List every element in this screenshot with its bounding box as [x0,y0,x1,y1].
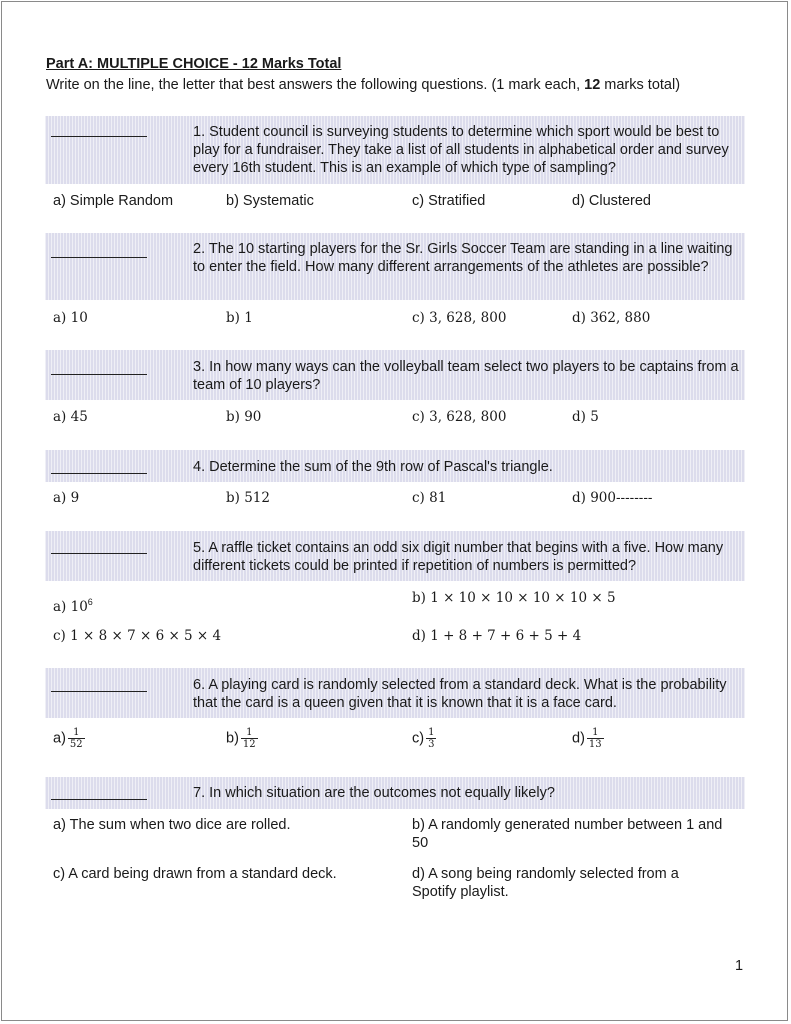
answer-line[interactable] [51,257,147,258]
q1-option-d: d) Clustered [572,193,651,209]
question-2-box [45,233,745,300]
q7-option-d: d) A song being randomly selected from a Spotify playlist. [412,866,679,900]
question-7-box [45,777,745,809]
q4-option-b: b) 512 [226,490,270,506]
answer-line[interactable] [51,799,147,800]
q6-option-b: b) $\frac{1}{12}$ [226,727,256,750]
q1-option-b: b) Systematic [226,193,314,209]
question-3-text: 3. In how many ways can the volleyball team select two players to be captains from a team of 10 players? [193,359,739,393]
answer-line[interactable] [51,691,147,692]
q2-option-a: a) 10 [53,310,88,326]
question-7-text: 7. In which situation are the outcomes not equally likely? [193,785,555,801]
q2-option-b: b) 1 [226,310,253,326]
question-6-box [45,668,745,718]
q7-option-b: b) A randomly generated number between 1 and 50 [412,817,723,851]
question-5-box [45,531,745,581]
q5-option-a: a) $10^6$ [53,597,93,615]
q6-option-d: d) $\frac{1}{13}$ [572,727,602,750]
question-1-text: 1. Student council is surveying students to determine which sport would be best to play for a fundraiser. They take a list of all students in alphabetical order and survey every 16th student. This is an example of which type of sampling? [193,124,729,176]
q4-option-d: d) 900-------- [572,490,653,506]
q7-option-a: a) The sum when two dice are rolled. [53,817,291,833]
q2-option-d: d) 362, 880 [572,310,651,326]
answer-line[interactable] [51,553,147,554]
answer-line[interactable] [51,374,147,375]
question-6-text: 6. A playing card is randomly selected from a standard deck. What is the probability that the card is a queen given that it is known that it is a face card. [193,677,727,711]
q6-option-a: a) $\frac{1}{52}$ [53,727,83,750]
question-3-box [45,350,745,400]
question-4-box [45,450,745,482]
q5-option-d: d) 1 + 8 + 7 + 6 + 5 + 4 [412,628,582,644]
section-title: Part A: MULTIPLE CHOICE - 12 Marks Total [46,56,342,72]
q3-option-b: b) 90 [226,409,262,425]
question-2-text: 2. The 10 starting players for the Sr. Girls Soccer Team are standing in a line waiting to enter the field. How many different arrangements of the athletes are possible? [193,241,733,275]
question-4-text: 4. Determine the sum of the 9th row of Pascal's triangle. [193,459,553,475]
q4-option-a: a) 9 [53,490,80,506]
q3-option-a: a) 45 [53,409,88,425]
q5-option-c: c) 1 × 8 × 7 × 6 × 5 × 4 [53,628,222,644]
q6-option-c: c) $\frac{1}{3}$ [412,727,435,750]
page-number: 1 [735,958,744,974]
q3-option-d: d) 5 [572,409,599,425]
answer-line[interactable] [51,136,147,137]
answer-line[interactable] [51,473,147,474]
q7-option-c: c) A card being drawn from a standard deck. [53,866,337,882]
q3-option-c: c) 3, 628, 800 [412,409,507,425]
q4-option-c: c) 81 [412,490,447,506]
instructions: Write on the line, the letter that best answers the following questions. (1 mark each, 12 marks total) [46,77,681,93]
question-1-box [45,116,745,184]
q2-option-c: c) 3, 628, 800 [412,310,507,326]
q1-option-a: a) Simple Random [53,193,174,209]
q5-option-b: b) 1 × 10 × 10 × 10 × 10 × 5 [412,590,616,606]
q1-option-c: c) Stratified [412,193,486,209]
question-5-text: 5. A raffle ticket contains an odd six digit number that begins with a five. How many different tickets could be printed if repetition of numbers is permitted? [193,540,724,574]
